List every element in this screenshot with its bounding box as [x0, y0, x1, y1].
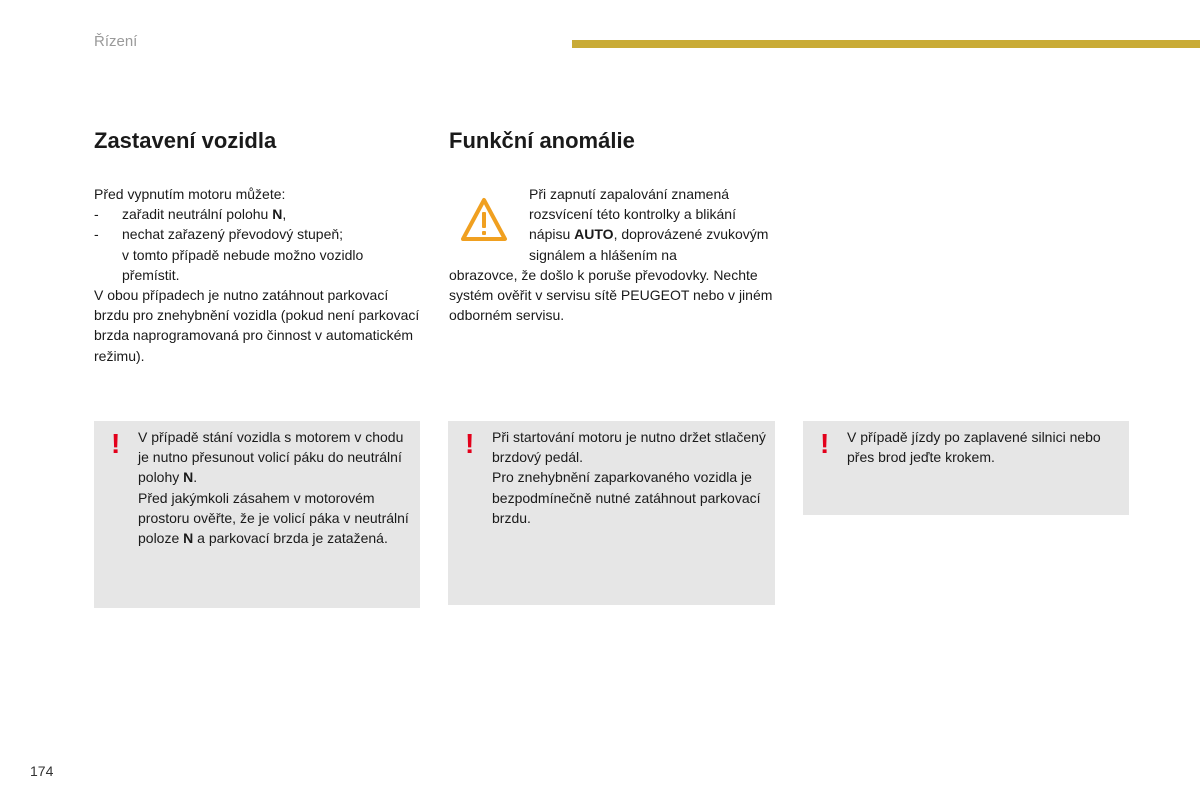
warning-note [448, 421, 775, 605]
note-line: V případě jízdy po zaplavené silnici nebo přes brod jeďte krokem. [847, 429, 1101, 466]
warning-note [94, 421, 420, 608]
list-item [94, 224, 424, 285]
malfunction-text-b: , doprovázené zvukovým signálem a hlášením na [529, 226, 769, 263]
header-accent-bar [572, 40, 1200, 48]
auto-label: AUTO [574, 226, 614, 243]
vehicle-stop-text [94, 184, 424, 366]
stop-intro: Před vypnutím motoru můžete: [94, 186, 286, 202]
exclamation-icon: ! [111, 428, 121, 459]
list-item-tail: , [282, 206, 287, 223]
list-item-text: zařadit neutrální polohu [122, 206, 273, 223]
malfunction-paragraph-2: obrazovce, že došlo k poruše převodovky. Nechte systém ověřit v servisu sítě PEUGEOT nebo v jiném odborném servisu. [449, 266, 773, 324]
note-text [847, 427, 1122, 467]
exclamation-icon: ! [465, 428, 475, 459]
gear-n-label: N [183, 469, 194, 486]
note-line-tail: . [193, 469, 198, 486]
page-number: 174 [30, 763, 54, 779]
warning-note [803, 421, 1129, 515]
note-line-tail: a parkovací brzda je zatažená. [193, 530, 388, 547]
malfunction-text-a: Při zapnutí zapalování znamená rozsvícení této kontrolky a blikání nápisu [529, 186, 736, 243]
list-item-subtext: v tomto případě nebude možno vozidlo přemístit. [122, 246, 364, 283]
exclamation-icon: ! [820, 428, 830, 459]
list-dash: - [94, 226, 99, 243]
heading-vehicle-stop: Zastavení vozidla [94, 128, 277, 153]
gear-n-label: N [183, 530, 194, 547]
note-text [492, 427, 767, 528]
malfunction-text [449, 184, 779, 325]
list-dash: - [94, 206, 99, 223]
note-line: Pro znehybnění zaparkovaného vozidla je bezpodmínečně nutné zatáhnout parkovací brzdu. [492, 469, 761, 526]
section-label: Řízení [94, 33, 138, 50]
list-item-text: nechat zařazený převodový stupeň; [122, 226, 344, 243]
malfunction-paragraph-1 [529, 184, 779, 265]
note-line: V případě stání vozidla s motorem v chodu je nutno přesunout volicí páku do neutrální polohy [138, 429, 404, 486]
note-line: Při startování motoru je nutno držet stlačený brzdový pedál. [492, 429, 766, 466]
note-line: Před jakýmkoli zásahem v motorovém prostoru ověřte, že je volicí páka v neutrální poloze [138, 489, 409, 547]
note-text [138, 427, 413, 548]
list-item [94, 204, 424, 224]
parking-brake-paragraph: V obou případech je nutno zatáhnout parkovací brzdu pro znehybnění vozidla (pokud není parkovací brzda naprogramovaná pro činnost v automatickém režimu). [94, 287, 420, 364]
gear-n-label: N [272, 206, 283, 223]
heading-malfunction: Funkční anomálie [449, 128, 635, 153]
